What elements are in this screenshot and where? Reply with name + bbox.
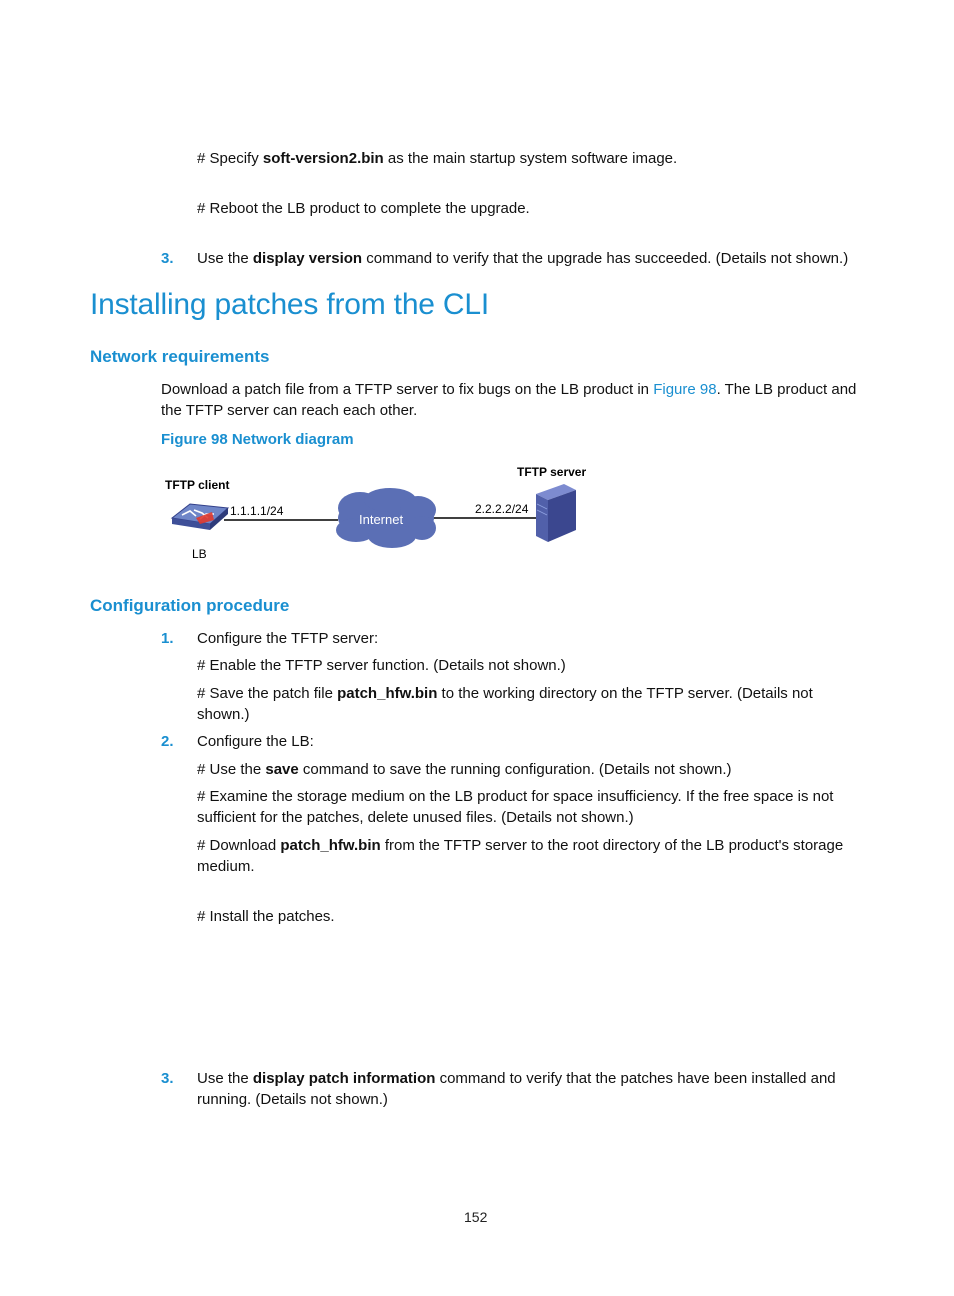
network-requirements-heading: Network requirements bbox=[90, 347, 270, 366]
lb-label: LB bbox=[192, 547, 207, 561]
tftp-server-label: TFTP server bbox=[517, 465, 587, 479]
specify-line bbox=[197, 148, 677, 169]
figure-caption: Figure 98 Network diagram bbox=[161, 431, 354, 448]
command: display patch information bbox=[252, 1070, 436, 1087]
text: command to save the running configuration. (Details not shown.) bbox=[298, 761, 732, 778]
text: from the TFTP server to the root directory of the LB product's storage medium. bbox=[197, 837, 844, 875]
network-requirements-text bbox=[161, 379, 871, 421]
internet-label: Internet bbox=[359, 512, 404, 527]
text: Use the bbox=[197, 250, 253, 267]
step-number: 3. bbox=[161, 250, 174, 267]
filename: soft-version2.bin bbox=[262, 150, 384, 167]
figure-link[interactable]: Figure 98 bbox=[653, 381, 717, 398]
tftp-client-label: TFTP client bbox=[165, 478, 230, 492]
reboot-line: # Reboot the LB product to complete the upgrade. bbox=[197, 200, 530, 217]
step-number: 3. bbox=[161, 1070, 174, 1087]
step2-text: Configure the LB: bbox=[197, 733, 314, 750]
step3-verify-text bbox=[197, 1068, 869, 1110]
step-number: 2. bbox=[161, 733, 174, 750]
text: to the working directory on the TFTP server. (Details not shown.) bbox=[197, 685, 813, 723]
command: display version bbox=[252, 250, 363, 267]
page-number: 152 bbox=[464, 1209, 488, 1225]
text: # Specify bbox=[197, 150, 263, 167]
server-ip-label: 2.2.2.2/24 bbox=[475, 502, 529, 516]
text: . The LB product and the TFTP server can reach each other. bbox=[161, 381, 857, 419]
text: # Download bbox=[197, 837, 281, 854]
lb-device-icon bbox=[172, 504, 228, 530]
step1-text: Configure the TFTP server: bbox=[197, 630, 379, 647]
configuration-procedure-heading: Configuration procedure bbox=[90, 596, 290, 615]
filename: patch_hfw.bin bbox=[280, 837, 381, 854]
client-ip-label: 1.1.1.1/24 bbox=[230, 504, 284, 518]
command: save bbox=[265, 761, 299, 778]
step3-text bbox=[197, 248, 848, 269]
download-patch-line bbox=[197, 835, 869, 877]
text: command to verify that the patches have been installed and running. (Details not shown.) bbox=[197, 1070, 836, 1108]
examine-storage-line: # Examine the storage medium on the LB product for space insufficiency. If the free space is not sufficient for the patches, delete unused files. (Details not shown.) bbox=[197, 788, 834, 826]
network-diagram bbox=[160, 458, 610, 568]
text: Use the bbox=[197, 1070, 253, 1087]
text: Download a patch file from a TFTP server to fix bugs on the LB product in bbox=[161, 381, 654, 398]
text: # Use the bbox=[197, 761, 266, 778]
use-save-line bbox=[197, 759, 731, 780]
text: as the main startup system software image. bbox=[383, 150, 678, 167]
install-patches-line: # Install the patches. bbox=[197, 908, 335, 925]
filename: patch_hfw.bin bbox=[337, 685, 438, 702]
text: # Save the patch file bbox=[197, 685, 338, 702]
step-number: 1. bbox=[161, 630, 174, 647]
section-title: Installing patches from the CLI bbox=[90, 288, 490, 321]
tftp-server-icon bbox=[536, 484, 576, 542]
save-patch-line bbox=[197, 683, 869, 725]
text: command to verify that the upgrade has succeeded. (Details not shown.) bbox=[362, 250, 849, 267]
enable-tftp-line: # Enable the TFTP server function. (Details not shown.) bbox=[197, 657, 566, 674]
